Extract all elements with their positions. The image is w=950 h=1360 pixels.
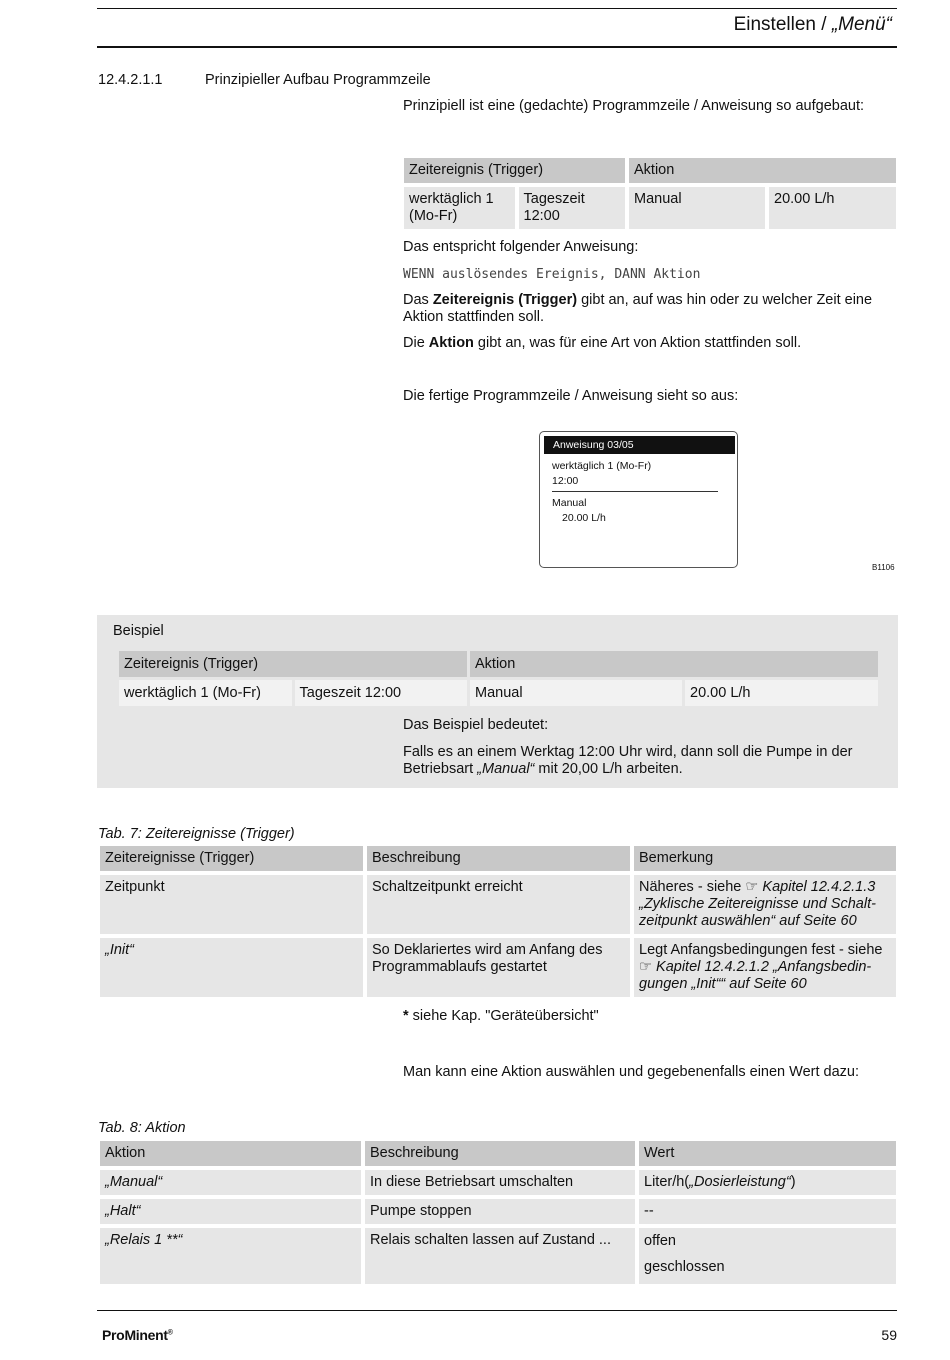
display-title-bar: Anweisung 03/05	[544, 436, 735, 454]
trigger-description: Das Zeitereignis (Trigger) gibt an, auf was hin oder zu welcher Zeit eine Aktion stattfinden soll.	[403, 292, 873, 325]
header-top-rule	[97, 8, 897, 9]
tab7-header-description: Beschreibung	[367, 846, 630, 871]
header-trigger: Zeitereignis (Trigger)	[404, 158, 625, 183]
cell-manual: Manual	[629, 187, 765, 229]
example-cell-daytime: Tageszeit 12:00	[295, 680, 468, 706]
example-header-trigger: Zeitereignis (Trigger)	[119, 651, 467, 677]
header-action: Aktion	[629, 158, 896, 183]
tab8-header-action: Aktion	[100, 1141, 361, 1166]
example-cell-rate: 20.00 L/h	[685, 680, 878, 706]
table-row	[100, 875, 896, 934]
pump-display	[539, 431, 738, 568]
example-table	[116, 648, 881, 709]
tab7-header-remark: Bemerkung	[634, 846, 896, 871]
example-header-action: Aktion	[470, 651, 878, 677]
structure-table	[400, 154, 900, 233]
cell-daytime: Tageszeit 12:00	[519, 187, 626, 229]
tab8-caption: Tab. 8: Aktion	[98, 1120, 186, 1136]
tab8-cell-description: Pumpe stoppen	[365, 1199, 635, 1224]
header-bottom-rule	[97, 46, 897, 48]
trigger-table	[96, 842, 900, 1001]
cell-weekday: werktäglich 1 (Mo-Fr)	[404, 187, 515, 229]
finished-text: Die fertige Programmzeile / Anweisung sieht so aus:	[403, 388, 739, 404]
figure-code: B1106	[872, 563, 895, 572]
section-number: 12.4.2.1.1	[98, 72, 163, 88]
tab8-cell-value: --	[639, 1199, 896, 1224]
page-number: 59	[881, 1327, 897, 1343]
tab8-cell-action: „Halt“	[100, 1199, 361, 1224]
footer-rule	[97, 1310, 897, 1311]
display-line-weekday: werktäglich 1 (Mo-Fr)	[552, 460, 652, 472]
display-line-time: 12:00	[552, 475, 579, 487]
table-row	[100, 1228, 896, 1284]
tab8-cell-value: Liter/h(„Dosierleistung“)	[639, 1170, 896, 1195]
tab7-cell-remark: Legt Anfangsbedingungen fest - siehe ☞ Kapitel 12.4.2.1.2 „Anfangsbedin-gungen „Init““ auf Seite 60	[634, 938, 896, 997]
table-row	[100, 1199, 896, 1224]
display-line-rate: 20.00 L/h	[562, 512, 606, 524]
tab7-caption: Tab. 7: Zeitereignisse (Trigger)	[98, 826, 295, 842]
page-header-title: Einstellen / „Menü“	[733, 14, 892, 35]
tab7-cell-description: Schaltzeitpunkt erreicht	[367, 875, 630, 934]
action-table	[96, 1137, 900, 1288]
choose-action-text: Man kann eine Aktion auswählen und gegebenenfalls einen Wert dazu:	[403, 1064, 859, 1080]
tab7-note: * siehe Kap. "Geräteübersicht"	[403, 1008, 599, 1024]
display-divider	[552, 491, 718, 492]
example-cell-manual: Manual	[470, 680, 682, 706]
prominent-logo: ProMinent®	[102, 1327, 173, 1343]
tab7-cell-remark: Näheres - siehe ☞ Kapitel 12.4.2.1.3 „Zyklische Zeitereignisse und Schalt-zeitpunkt auswählen“ auf Seite 60	[634, 875, 896, 934]
display-line-manual: Manual	[552, 497, 587, 509]
tab8-cell-action: „Manual“	[100, 1170, 361, 1195]
tab8-cell-description: In diese Betriebsart umschalten	[365, 1170, 635, 1195]
intro-text: Prinzipiell ist eine (gedachte) Programmzeile / Anweisung so aufgebaut:	[403, 98, 865, 114]
corresponds-text: Das entspricht folgender Anweisung:	[403, 239, 639, 255]
tab7-cell-description: So Deklariertes wird am Anfang des Programmablaufs gestartet	[367, 938, 630, 997]
chapter-link[interactable]: Kapitel 12.4.2.1.3 „Zyklische Zeitereignisse und Schalt-zeitpunkt auswählen“ auf Seite 60	[639, 879, 876, 929]
table-row	[100, 938, 896, 997]
tab8-header-description: Beschreibung	[365, 1141, 635, 1166]
tab8-cell-description: Relais schalten lassen auf Zustand ...	[365, 1228, 635, 1284]
tab7-cell-event: Zeitpunkt	[100, 875, 363, 934]
arrow-link-icon: ☞	[639, 959, 657, 975]
section-title: Prinzipieller Aufbau Programmzeile	[205, 72, 431, 88]
arrow-link-icon: ☞	[745, 879, 763, 895]
chapter-link[interactable]: Kapitel 12.4.2.1.2 „Anfangsbedin-gungen „Init““ auf Seite 60	[639, 959, 872, 992]
tab7-cell-event: „Init“	[100, 938, 363, 997]
example-meaning: Das Beispiel bedeutet:	[403, 717, 549, 733]
tab8-cell-value: offen geschlossen	[639, 1228, 896, 1284]
tab7-header-trigger: Zeitereignisse (Trigger)	[100, 846, 363, 871]
example-title: Beispiel	[113, 623, 164, 639]
action-description: Die Aktion gibt an, was für eine Art von Aktion stattfinden soll.	[403, 335, 802, 351]
tab8-header-value: Wert	[639, 1141, 896, 1166]
code-statement: WENN auslösendes Ereignis, DANN Aktion	[403, 267, 701, 282]
tab8-cell-action: „Relais 1 **“	[100, 1228, 361, 1284]
cell-rate: 20.00 L/h	[769, 187, 896, 229]
example-text: Falls es an einem Werktag 12:00 Uhr wird, dann soll die Pumpe in der Betriebsart „Manual“ mit 20,00 L/h arbeiten.	[403, 744, 853, 777]
example-cell-weekday: werktäglich 1 (Mo-Fr)	[119, 680, 292, 706]
table-row	[100, 1170, 896, 1195]
